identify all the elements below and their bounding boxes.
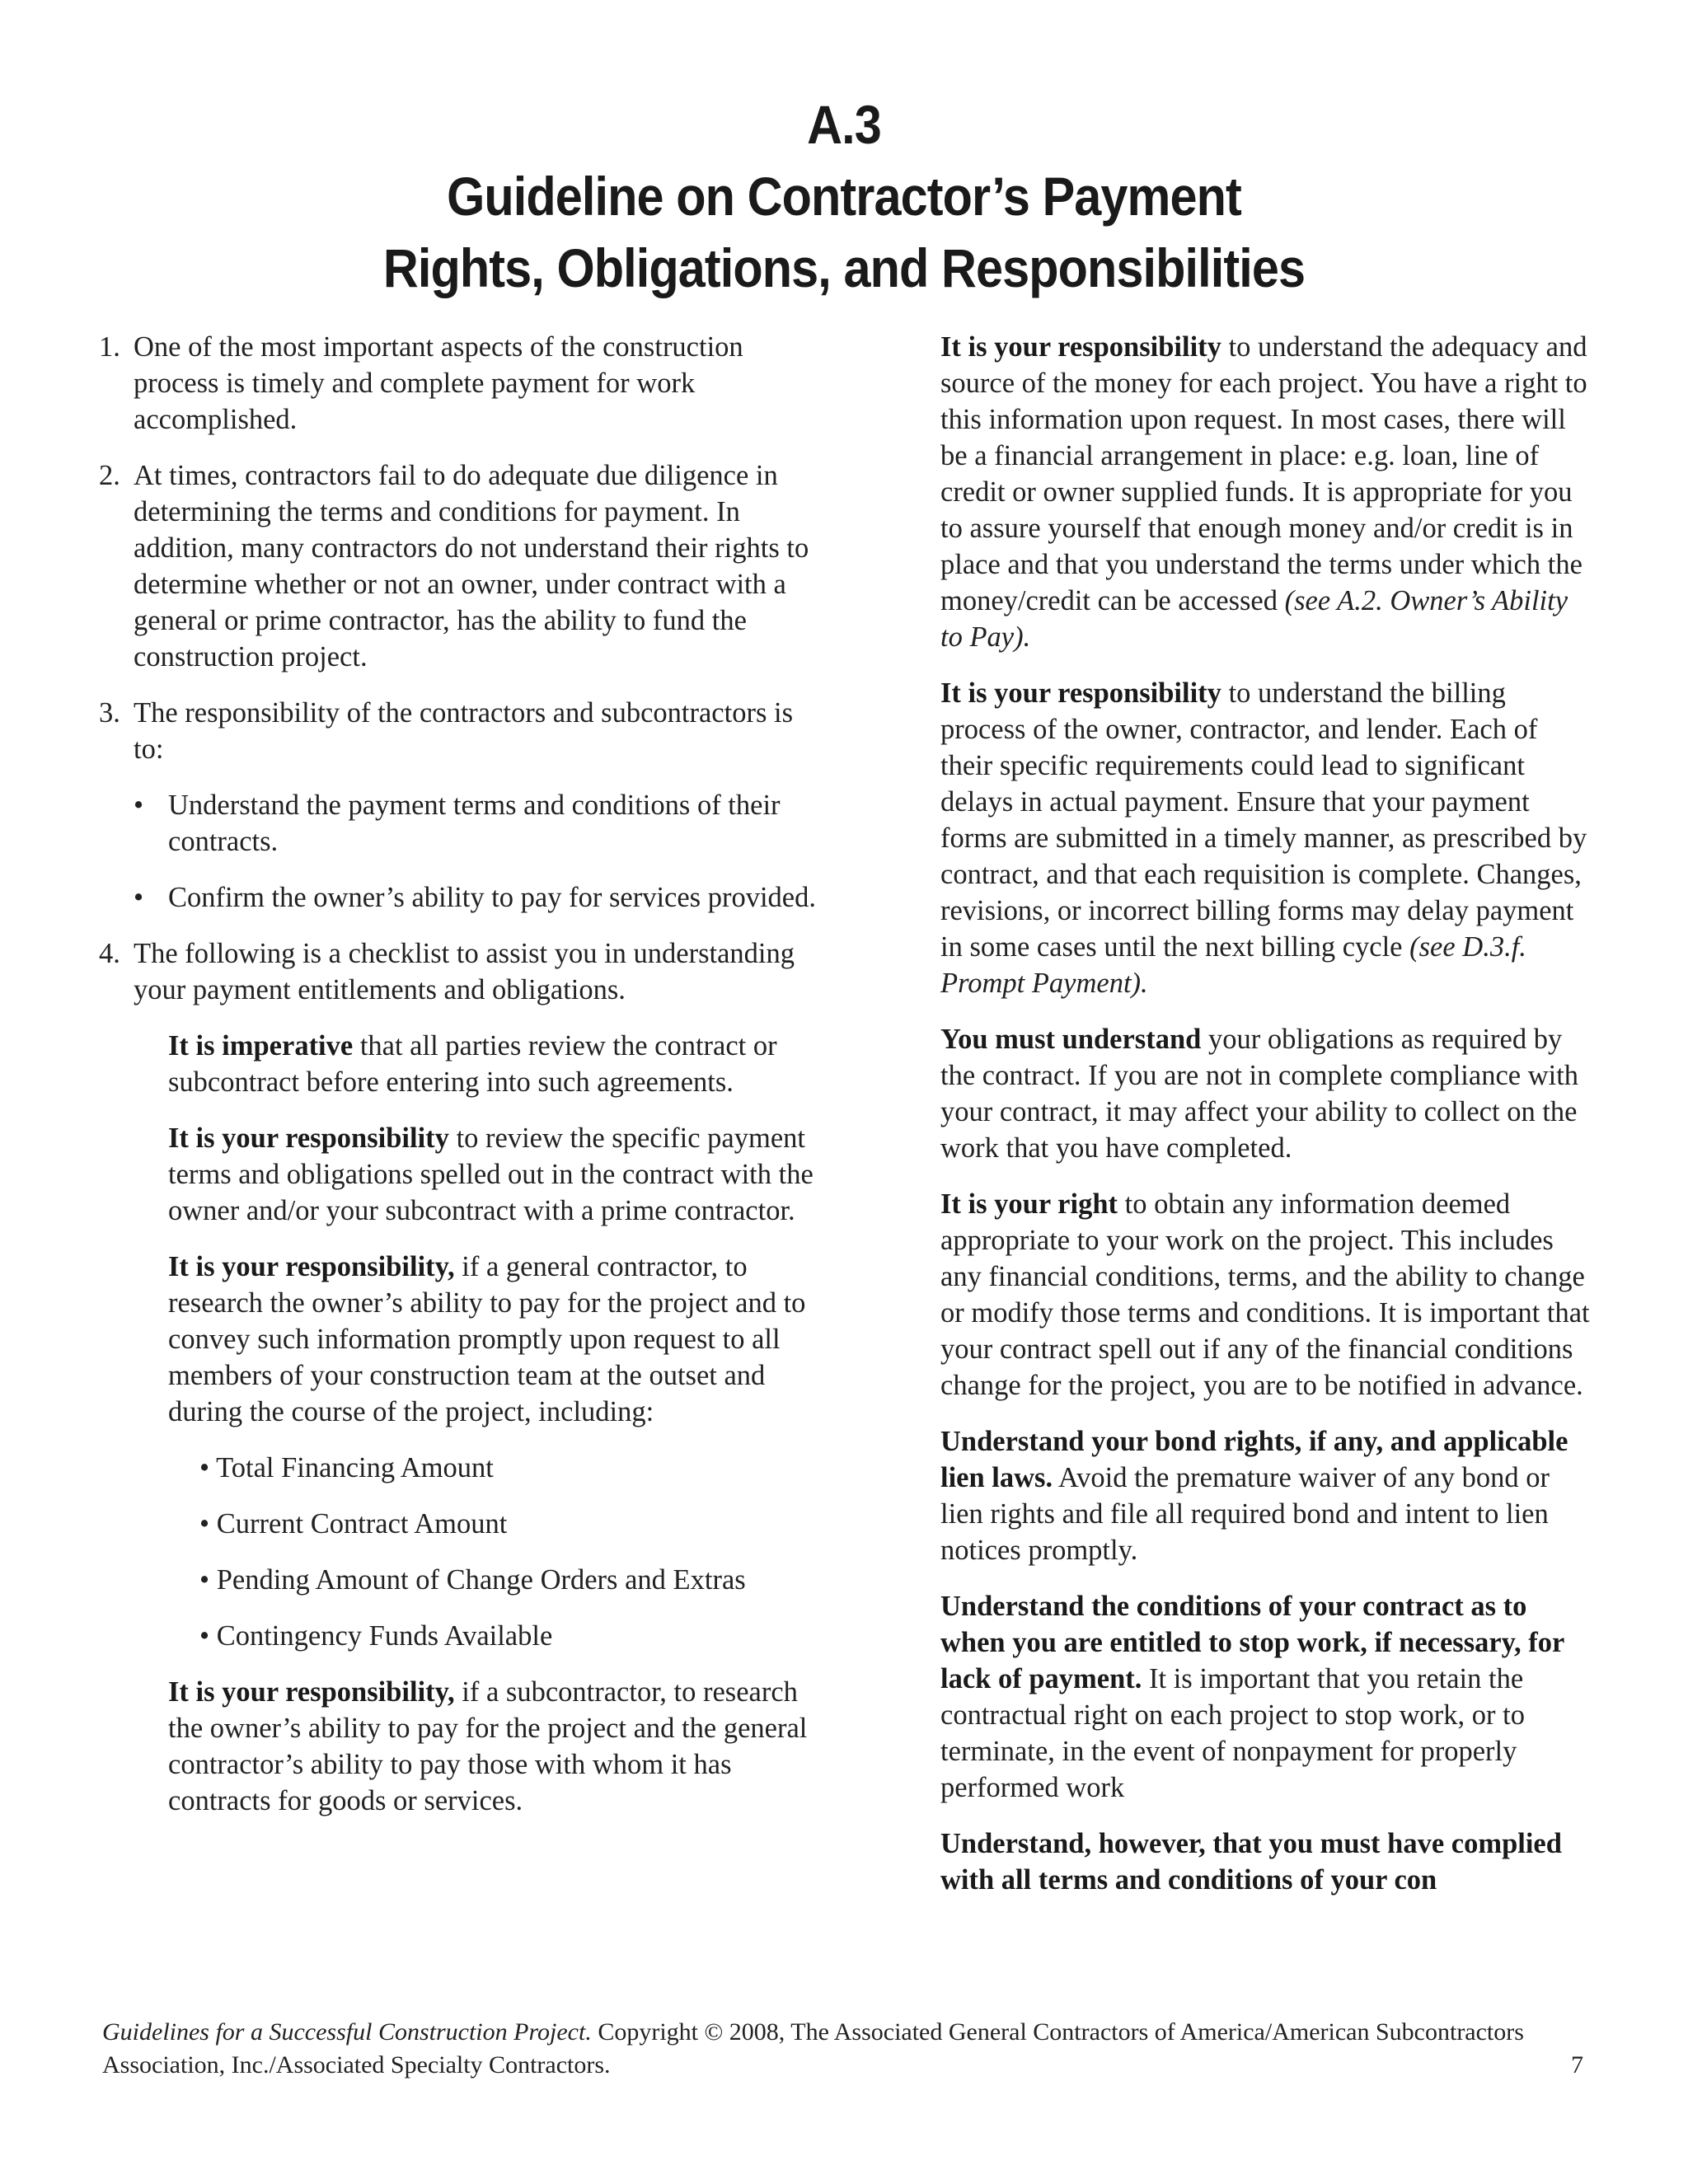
paragraph-text: if a general contractor, to research the owner’s ability to pay for the project and to convey such information promptly upon request to all members of your construction team at the outset and during the course of the project, including: (168, 1251, 806, 1427)
bullet-item (99, 879, 824, 916)
bullet-text: Understand the payment terms and conditions of their contracts. (168, 790, 781, 857)
lead-in: It is your responsibility, (168, 1251, 455, 1282)
lead-in: It is your responsibility, (168, 1676, 455, 1708)
paragraph-text: to obtain any information deemed appropriate to your work on the project. This includes any financial conditions, terms, and the ability to change or modify those terms and conditions. It is important that your contract spell out if any of the financial conditions change for the project, you are to be notified in advance. (940, 1188, 1590, 1401)
list-text: The responsibility of the contractors and subcontractors is to: (134, 697, 794, 765)
cross-reference: (see D.3.f. Prompt Payment). (940, 931, 1526, 999)
checklist-paragraph (99, 1674, 824, 1819)
left-column (99, 329, 824, 1839)
checklist-paragraph (99, 1120, 824, 1229)
section-code: A.3 (807, 94, 881, 155)
bullet-text: Confirm the owner’s ability to pay for services provided. (168, 882, 816, 913)
bullet-mark: • (134, 882, 144, 913)
paragraph-text: your obligations as required by the contract. If you are not in complete compliance with your contract, it may affect your ability to collect on the work that you have completed. (940, 1024, 1579, 1164)
bullet-mark: • (134, 790, 144, 821)
lead-in: It is imperative (168, 1030, 354, 1062)
title-line-1: Guideline on Contractor’s Payment (447, 166, 1241, 227)
list-number: 3. (99, 697, 120, 729)
cross-reference: (see A.2. Owner’s Ability to Pay). (940, 585, 1568, 653)
checklist-paragraph (940, 1588, 1592, 1806)
list-text: One of the most important aspects of the construction process is timely and complete payment for work accomplished. (134, 331, 743, 435)
sub-bullet-item: • Total Financing Amount (199, 1452, 494, 1483)
list-text: At times, contractors fail to do adequate due diligence in determining the terms and conditions for payment. In addition, many contractors do not understand their rights to determine whether or not an owner, under contract with a general or prime contractor, has the ability to fund the construction project. (134, 460, 809, 673)
list-item-4 (99, 935, 824, 1008)
checklist-paragraph (940, 675, 1592, 1001)
list-item-1 (99, 329, 824, 438)
checklist-paragraph (99, 1028, 824, 1100)
list-item-3 (99, 695, 824, 767)
lead-in: It is your responsibility (168, 1122, 449, 1154)
bullet-item (99, 787, 824, 860)
checklist-paragraph (940, 1825, 1592, 1898)
lead-in: Understand, however, that you must have complied with all terms and conditions of your con (940, 1828, 1562, 1896)
paragraph-text: to review the specific payment terms and obligations spelled out in the contract with the owner and/or your subcontract with a prime contractor. (168, 1122, 814, 1226)
sub-bullet-item: • Contingency Funds Available (199, 1620, 553, 1652)
lead-in: It is your right (940, 1188, 1118, 1220)
list-number: 1. (99, 331, 120, 363)
right-column (940, 329, 1592, 1918)
footer (102, 2016, 1586, 2082)
checklist-paragraph (940, 1423, 1592, 1568)
checklist-paragraph (99, 1249, 824, 1430)
sub-bullet-item: • Pending Amount of Change Orders and Extras (199, 1564, 746, 1596)
list-text: The following is a checklist to assist you in understanding your payment entitlements and obligations. (134, 938, 795, 1005)
paragraph-text: It is important that you retain the contractual right on each project to stop work, or to terminate, in the event of nonpayment for properly performed work (940, 1663, 1525, 1803)
paragraph-text: Avoid the premature waiver of any bond or lien rights and file all required bond and intent to lien notices promptly. (940, 1462, 1550, 1566)
list-item-2 (99, 457, 824, 675)
page-title (84, 89, 1603, 304)
paragraph-text: that all parties review the contract or subcontract before entering into such agreements. (168, 1030, 777, 1098)
checklist-paragraph (940, 1021, 1592, 1166)
paragraph-text: if a subcontractor, to research the owner’s ability to pay for the project and the general contractor’s ability to pay those with whom it has contracts for goods or services. (168, 1676, 808, 1816)
checklist-paragraph (940, 1186, 1592, 1404)
lead-in: It is your responsibility (940, 331, 1221, 363)
lead-in: Understand your bond rights, if any, and applicable lien laws. (940, 1426, 1568, 1493)
paragraph-text: to understand the adequacy and source of the money for each project. You have a right to this information upon request. In most cases, there will be a financial arrangement in place: e.g. loan, line of credit or owner supplied funds. It is appropriate for you to assure yourself that enough money and/or credit is in place and that you understand the terms under which the money/credit can be accessed (940, 331, 1587, 616)
paragraph-text: to understand the billing process of the owner, contractor, and lender. Each of their specific requirements could lead to significant delays in actual payment. Ensure that your payment forms are submitted in a timely manner, as prescribed by contract, and that each requisition is complete. Changes, revisions, or incorrect billing forms may delay payment in some cases until the next billing cycle (940, 677, 1587, 963)
list-number: 4. (99, 938, 120, 969)
list-number: 2. (99, 460, 120, 491)
lead-in: It is your responsibility (940, 677, 1221, 709)
title-line-2: Rights, Obligations, and Responsibilities (382, 237, 1306, 298)
footer-copyright: Copyright © 2008, The Associated General Contractors of America/American Subcontractors Association, Inc./Associated Specialty Contractors. (102, 2018, 1524, 2079)
checklist-paragraph (940, 329, 1592, 655)
page-number: 7 (1571, 2051, 1583, 2079)
footer-book-title: Guidelines for a Successful Construction Project. (102, 2018, 592, 2046)
sub-bullet-item: • Current Contract Amount (199, 1508, 508, 1540)
lead-in: You must understand (940, 1024, 1202, 1055)
lead-in: Understand the conditions of your contract as to when you are entitled to stop work, if necessary, for lack of payment. (940, 1591, 1564, 1694)
